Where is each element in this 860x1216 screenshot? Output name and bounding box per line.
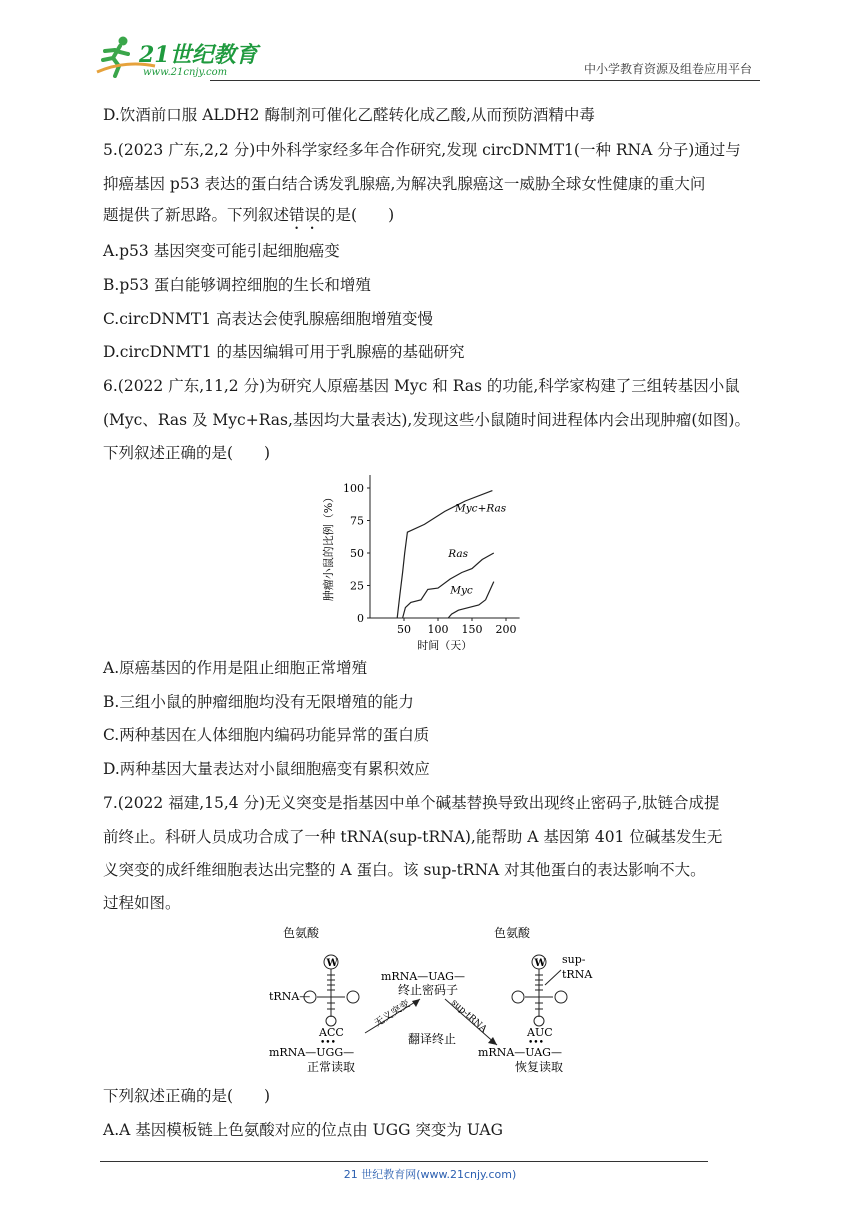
series-label: Myc+Ras <box>455 502 507 515</box>
pairing-dots-left: ••• <box>320 1038 336 1048</box>
q5-option-a: A.p53 基因突变可能引起细胞癌变 <box>103 242 340 260</box>
q6-option-d: D.两种基因大量表达对小鼠细胞癌变有累积效应 <box>103 760 430 778</box>
q5-stem-line2: 抑癌基因 p53 表达的蛋白结合诱发乳腺癌,为解决乳腺癌这一威胁全球女性健康的重大问 <box>103 175 706 193</box>
sup-label-2: tRNA <box>562 968 593 981</box>
q5-option-b: B.p53 蛋白能够调控细胞的生长和增殖 <box>103 276 371 294</box>
x-tick-label: 50 <box>397 623 411 636</box>
trna-right-shape <box>512 969 567 1026</box>
trp-right-label: 色氨酸 <box>494 926 531 940</box>
trna-left-shape <box>304 969 359 1026</box>
sup-label-1: sup- <box>562 953 586 966</box>
sup-trna-arrow-label: sup-tRNA <box>448 997 489 1035</box>
footer-divider <box>100 1161 708 1162</box>
y-tick-label: 100 <box>343 482 364 495</box>
x-tick-label: 100 <box>427 623 449 636</box>
mrna-right: mRNA—UAG— <box>478 1046 562 1059</box>
footer-source: 21 世纪教育网(www.21cnjy.com) <box>343 1168 517 1181</box>
q6-stem-line1: 6.(2022 广东,11,2 分)为研究人原癌基因 Myc 和 Ras 的功能,科学家构建了三组转基因小鼠 <box>103 377 740 395</box>
x-tick-label: 150 <box>461 623 483 636</box>
q7-stem-line1: 7.(2022 福建,15,4 分)无义突变是指基因中单个碱基替换导致出现终止密码子,肽链合成提 <box>103 794 720 812</box>
trna-left-label: tRNA— <box>269 990 311 1003</box>
q5-stem-line1: 5.(2023 广东,2,2 分)中外科学家经多年合作研究,发现 circDNMT1(一种 RNA 分子)通过与 <box>103 141 741 159</box>
normal-read-label: 正常读取 <box>307 1060 356 1074</box>
page-header <box>95 32 760 82</box>
q6-option-c: C.两种基因在人体细胞内编码功能异常的蛋白质 <box>103 726 430 744</box>
nonsense-label: 无义突变 <box>372 998 413 1030</box>
mrna-left: mRNA—UGG— <box>269 1046 355 1059</box>
emphasis-wrong: 错误 <box>289 206 321 224</box>
series-label: Myc <box>450 584 473 597</box>
w-left: W <box>326 958 338 969</box>
y-tick-label: 75 <box>350 514 364 528</box>
series-line-ras <box>403 553 494 618</box>
q7-stem-line4: 过程如图。 <box>103 894 181 912</box>
trp-left-label: 色氨酸 <box>283 926 320 940</box>
tumor-line-chart <box>318 465 528 650</box>
w-right: W <box>534 958 546 969</box>
stop-codon-label: 终止密码子 <box>398 983 459 997</box>
anticodon-acc: ACC <box>319 1026 344 1039</box>
logo-url: www.21cnjy.com <box>143 67 228 78</box>
y-tick-label: 50 <box>350 547 364 560</box>
restored-read-label: 恢复读取 <box>515 1060 564 1074</box>
logo-text: 21世纪教育 <box>139 42 258 68</box>
q6-stem-line2: (Myc、Ras 及 Myc+Ras,基因均大量表达),发现这些小鼠随时间进程体内会出现肿瘤(如图)。 <box>103 411 750 429</box>
y-axis-label: 肿瘤小鼠的比例（%） <box>322 491 335 602</box>
mrna-mid: mRNA—UAG— <box>381 970 465 983</box>
y-tick-label: 0 <box>357 612 364 625</box>
sup-trna-diagram <box>265 925 595 1075</box>
y-tick-label: 25 <box>350 579 364 593</box>
x-tick-label: 200 <box>495 623 517 636</box>
logo <box>95 34 265 78</box>
x-axis-label: 时间（天） <box>417 639 473 650</box>
q5-option-c: C.circDNMT1 高表达会使乳腺癌细胞增殖变慢 <box>103 310 433 328</box>
q6-option-a: A.原癌基因的作用是阻止细胞正常增殖 <box>103 659 368 677</box>
option-4d: D.饮酒前口服 ALDH2 酶制剂可催化乙醛转化成乙酸,从而预防酒精中毒 <box>103 106 595 124</box>
q7-stem-line3: 义突变的成纤维细胞表达出完整的 A 蛋白。该 sup-tRNA 对其他蛋白的表达影响不大。 <box>103 861 706 879</box>
translation-stop-label: 翻译终止 <box>408 1032 457 1046</box>
q6-stem-line3: 下列叙述正确的是( ) <box>103 444 271 462</box>
anticodon-auc: AUC <box>527 1026 553 1039</box>
pairing-dots-right: ••• <box>528 1038 544 1048</box>
q7-stem-line5: 下列叙述正确的是( ) <box>103 1087 271 1105</box>
q5-stem-line3: 题提供了新思路。下列叙述错误的是( ) <box>103 206 395 224</box>
header-divider <box>210 80 760 81</box>
q6-option-b: B.三组小鼠的肿瘤细胞均没有无限增殖的能力 <box>103 693 414 711</box>
platform-title: 中小学教育资源及组卷应用平台 <box>583 62 752 76</box>
q7-stem-line2: 前终止。科研人员成功合成了一种 tRNA(sup-tRNA),能帮助 A 基因第 401 位碱基发生无 <box>103 828 723 846</box>
q5-option-d: D.circDNMT1 的基因编辑可用于乳腺癌的基础研究 <box>103 343 465 361</box>
q7-option-a: A.A 基因模板链上色氨酸对应的位点由 UGG 突变为 UAG <box>103 1121 504 1139</box>
series-label: Ras <box>448 547 468 560</box>
